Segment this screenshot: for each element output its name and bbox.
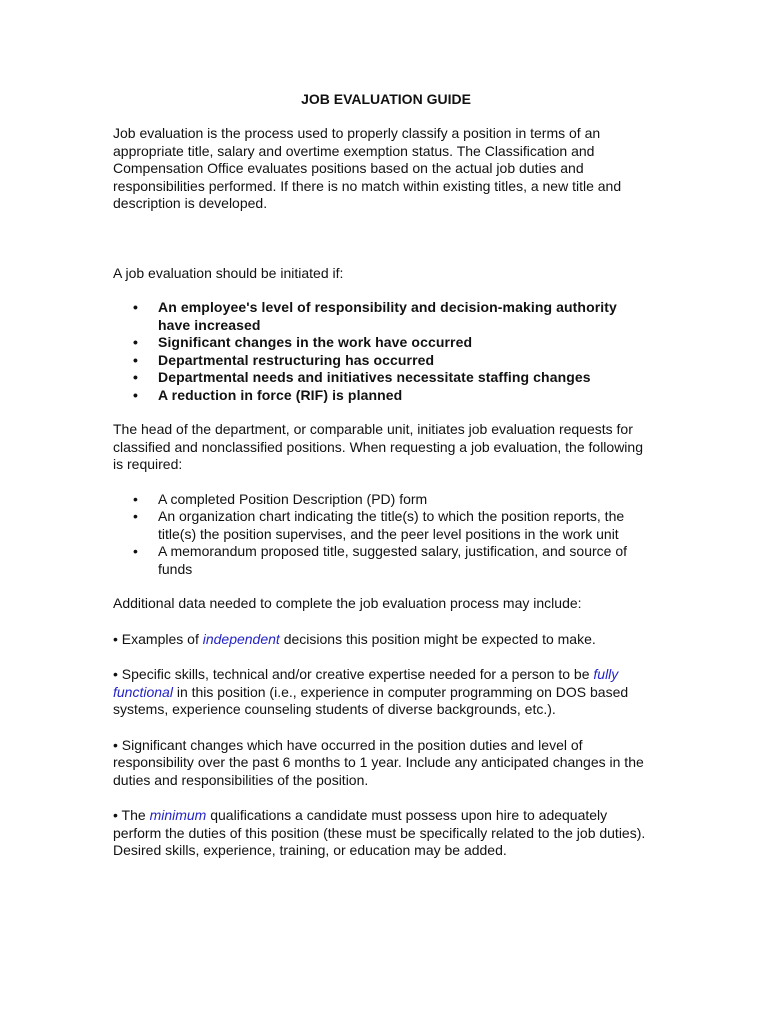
list-item: • A reduction in force (RIF) is planned xyxy=(113,387,653,405)
emphasis-text: independent xyxy=(202,630,280,647)
list-item: • A memorandum proposed title, suggested salary, justification, and source of funds xyxy=(113,543,653,578)
additional-item-changes xyxy=(113,737,653,790)
initiated-heading: A job evaluation should be initiated if: xyxy=(113,264,344,281)
emphasis-text: fully functional xyxy=(113,666,619,700)
emphasis-text: minimum xyxy=(149,807,207,823)
item-text: qualifications a candidate must possess upon hire to adequately perform the duties of this position (these must be specifically related to the job duties). Desired skills, experience, training, or education may be added. xyxy=(113,807,646,858)
additional-item-independent xyxy=(113,631,653,649)
additional-item-minimum xyxy=(113,807,653,860)
required-list xyxy=(113,491,653,579)
item-text: Examples of xyxy=(117,630,203,647)
list-item: • Departmental needs and initiatives necessitate staffing changes xyxy=(113,369,653,387)
bullet-glyph: • xyxy=(113,807,118,823)
requirements-paragraph: The head of the department, or comparable unit, initiates job evaluation requests for classified and nonclassified positions. When requesting a job evaluation, the following is required: xyxy=(113,421,643,472)
list-item: • An organization chart indicating the title(s) to which the position reports, the title(s) the position supervises, and the peer level positions in the work unit xyxy=(113,508,653,543)
item-text: The xyxy=(117,807,150,823)
document-title: JOB EVALUATION GUIDE xyxy=(301,91,471,107)
list-item: • Significant changes in the work have occurred xyxy=(113,334,653,352)
bullet-glyph: • xyxy=(113,630,118,647)
initiated-list xyxy=(113,299,653,404)
list-item: • A completed Position Description (PD) form xyxy=(113,491,653,509)
additional-item-skills xyxy=(113,666,653,719)
bullet-glyph: • xyxy=(113,666,118,682)
list-item: • An employee's level of responsibility and decision-making authority have increased xyxy=(113,299,653,334)
item-text: Specific skills, technical and/or creative expertise needed for a person to be xyxy=(117,666,594,682)
item-text: Significant changes which have occurred in the position duties and level of responsibility over the past 6 months to 1 year. Include any anticipated changes in the duties and responsibilities of the position. xyxy=(113,736,644,788)
document-content xyxy=(113,91,653,860)
intro-paragraph: Job evaluation is the process used to properly classify a position in terms of an appropriate title, salary and overtime exemption status. The Classification and Compensation Office evaluates positions based on the actual job duties and responsibilities performed. If there is no match within existing titles, a new title and description is developed. xyxy=(113,125,622,211)
list-item: • Departmental restructuring has occurred xyxy=(113,352,653,370)
item-text: decisions this position might be expected to make. xyxy=(279,630,596,647)
additional-heading: Additional data needed to complete the job evaluation process may include: xyxy=(113,595,582,611)
item-text: in this position (i.e., experience in computer programming on DOS based systems, experience counseling students of diverse backgrounds, etc.). xyxy=(113,683,629,717)
bullet-glyph: • xyxy=(113,736,118,753)
